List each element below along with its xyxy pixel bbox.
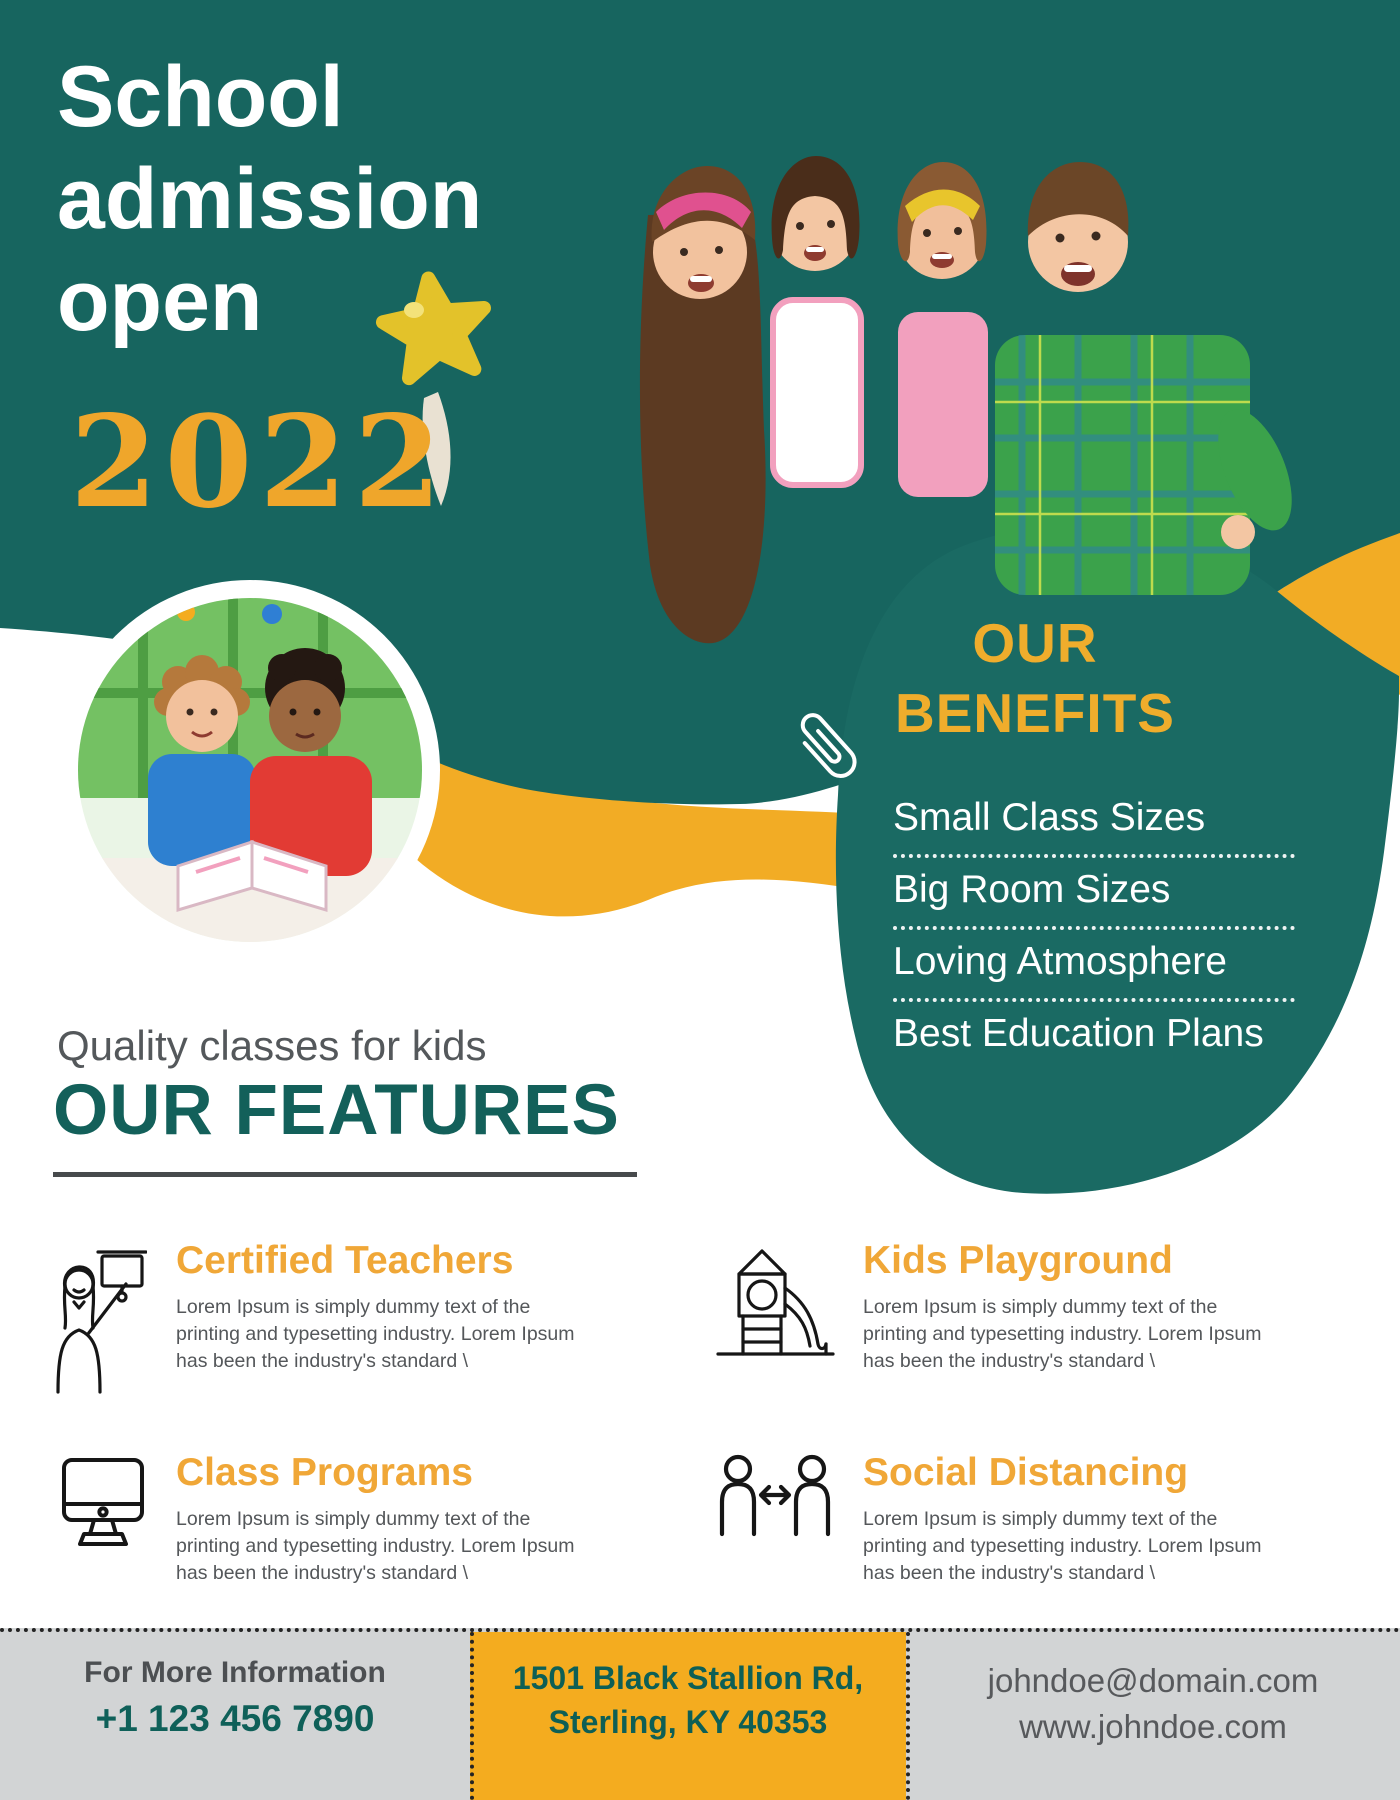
- poster-title-line2: admission: [57, 151, 483, 247]
- benefit-item: Loving Atmosphere: [893, 930, 1295, 1002]
- footer-contact-cell: [0, 1632, 470, 1800]
- footer-info-label: For More Information: [84, 1656, 386, 1689]
- feature-social-distancing: [715, 1450, 1335, 1587]
- footer-separator: [470, 1632, 474, 1800]
- footer-phone: +1 123 456 7890: [95, 1698, 375, 1739]
- poster-title: [57, 46, 482, 352]
- poster-title-line1: School: [57, 49, 344, 145]
- classroom-reading-photo: [60, 580, 440, 978]
- benefits-list: [893, 786, 1295, 1070]
- footer-separator: [906, 1632, 910, 1800]
- feature-certified-teachers: [52, 1238, 672, 1375]
- feature-title: Kids Playground: [863, 1239, 1173, 1282]
- playground-icon: [713, 1242, 838, 1360]
- footer-address: [470, 1656, 906, 1744]
- feature-title: Class Programs: [176, 1451, 473, 1494]
- footer-web: [906, 1658, 1400, 1750]
- feature-body: Lorem Ipsum is simply dummy text of the printing and typesetting industry. Lorem Ipsum has been the industry's standard \: [863, 1508, 1262, 1584]
- features-underline: [53, 1172, 637, 1177]
- footer-web-cell: [906, 1632, 1400, 1800]
- feature-class-programs: [60, 1450, 680, 1587]
- benefit-item: Big Room Sizes: [893, 858, 1295, 930]
- feature-title: Social Distancing: [863, 1451, 1189, 1494]
- feature-body: Lorem Ipsum is simply dummy text of the printing and typesetting industry. Lorem Ipsum has been the industry's standard \: [863, 1296, 1262, 1372]
- benefit-item: Best Education Plans: [893, 1012, 1264, 1055]
- social-distance-icon: [715, 1454, 835, 1538]
- benefits-heading: [845, 608, 1225, 748]
- features-kicker: Quality classes for kids: [57, 1022, 487, 1069]
- computer-icon: [60, 1454, 146, 1550]
- poster-title-line3: open: [57, 253, 263, 349]
- features-heading: OUR FEATURES: [53, 1071, 620, 1150]
- poster-year: 2022: [70, 388, 449, 536]
- feature-body: Lorem Ipsum is simply dummy text of the printing and typesetting industry. Lorem Ipsum has been the industry's standard \: [176, 1296, 575, 1372]
- benefit-item: Small Class Sizes: [893, 786, 1295, 858]
- benefits-heading-line2: BENEFITS: [895, 682, 1175, 744]
- footer-address-line2: Sterling, KY 40353: [548, 1704, 828, 1740]
- footer-address-cell: [470, 1632, 906, 1800]
- feature-body: Lorem Ipsum is simply dummy text of the printing and typesetting industry. Lorem Ipsum has been the industry's standard \: [176, 1508, 575, 1584]
- footer-email: johndoe@domain.com: [987, 1662, 1319, 1699]
- feature-kids-playground: [713, 1238, 1333, 1375]
- teacher-icon: [52, 1242, 147, 1394]
- benefits-heading-line1: OUR: [972, 612, 1098, 674]
- footer: [0, 1628, 1400, 1800]
- feature-title: Certified Teachers: [176, 1239, 514, 1282]
- footer-website: www.johndoe.com: [1019, 1708, 1287, 1745]
- footer-address-line1: 1501 Black Stallion Rd,: [512, 1660, 864, 1696]
